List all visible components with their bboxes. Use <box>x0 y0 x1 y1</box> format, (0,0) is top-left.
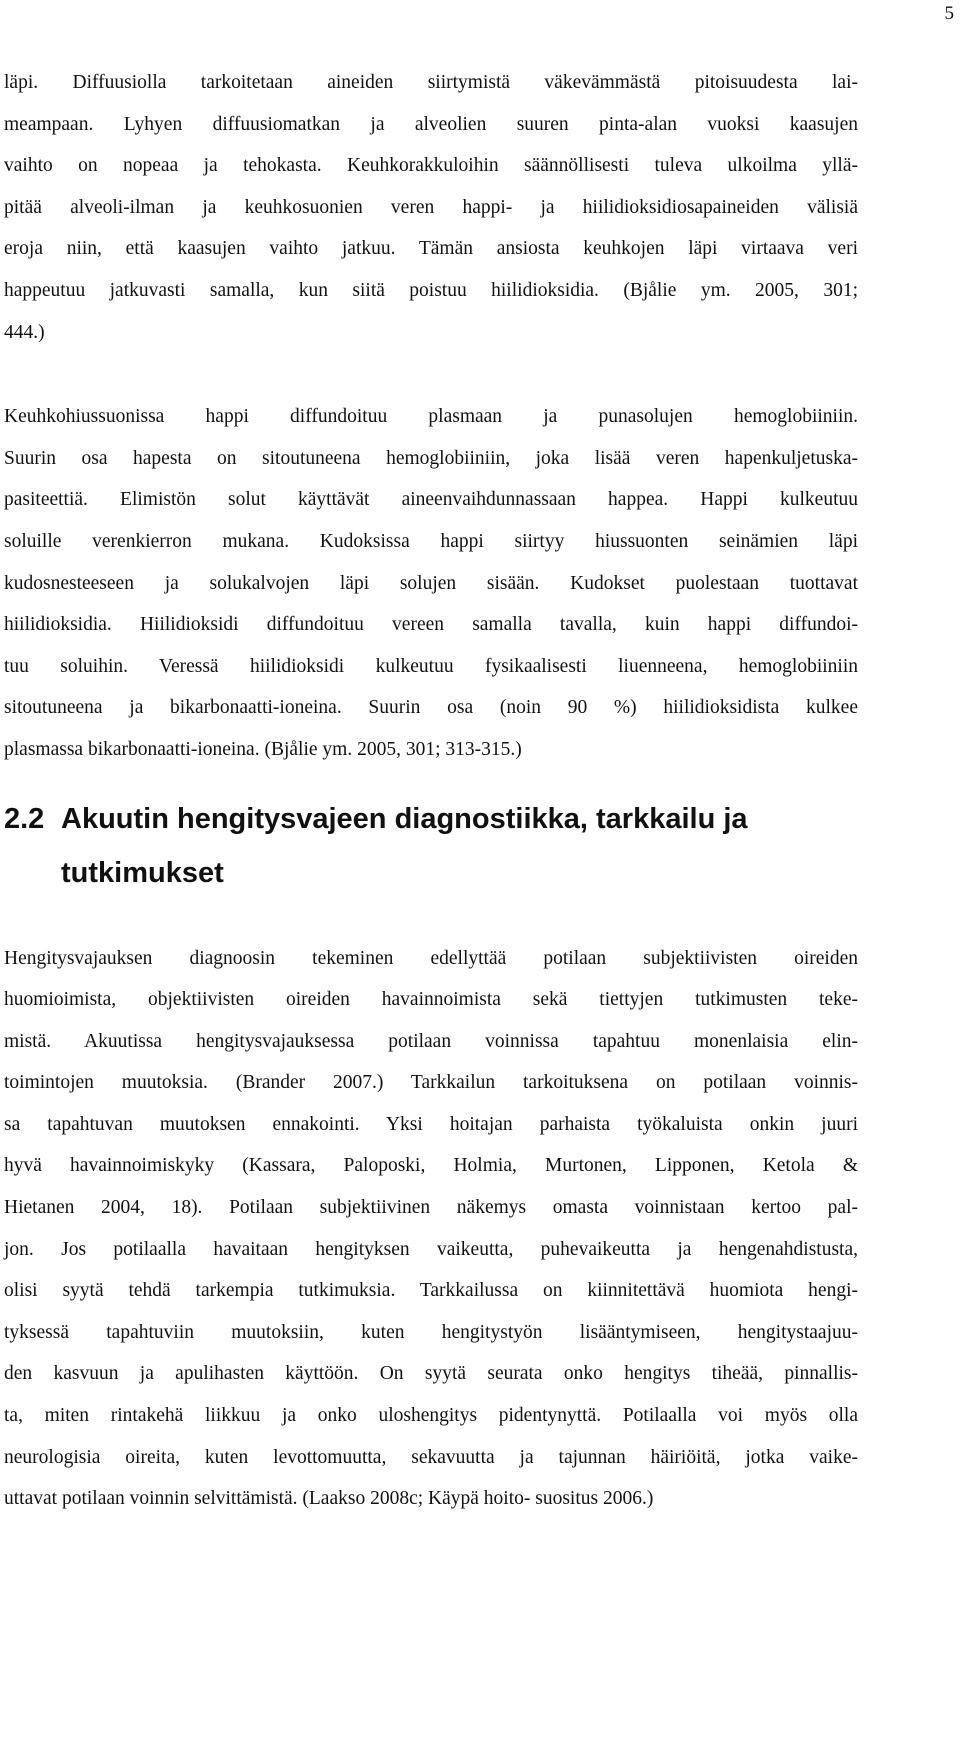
text-line: huomioimista, objektiivisten oireiden havainnoimista sekä tiettyjen tutkimusten teke- <box>4 989 858 1011</box>
text-line: tuu soluihin. Veressä hiilidioksidi kulkeutuu fysikaalisesti liuenneena, hemoglobiiniin <box>4 655 858 677</box>
paragraph-gas-exchange <box>4 62 858 353</box>
text-line: vaihto on nopeaa ja tehokasta. Keuhkorakkuloihin säännöllisesti tuleva ulkoilma yllä- <box>4 155 858 177</box>
section-heading-row <box>4 799 858 839</box>
text-line: mistä. Akuutissa hengitysvajauksessa potilaan voinnissa tapahtuu monenlaisia elin- <box>4 1030 858 1052</box>
text-line: 444.) <box>4 321 45 343</box>
text-line: läpi. Diffuusiolla tarkoitetaan aineiden siirtymistä väkevämmästä pitoisuudesta lai- <box>4 72 858 93</box>
text-line: uttavat potilaan voinnin selvittämistä. (Laakso 2008c; Käypä hoito- suositus 2006.) <box>4 1488 654 1510</box>
text-line: soluille verenkierron mukana. Kudoksissa happi siirtyy hiussuonten seinämien läpi <box>4 530 858 552</box>
text-line: olisi syytä tehdä tarkempia tutkimuksia. Tarkkailussa on kiinnitettävä huomiota hengi- <box>4 1280 858 1302</box>
text-line: toimintojen muutoksia. (Brander 2007.) Tarkkailun tarkoituksena on potilaan voinnis- <box>4 1072 858 1094</box>
text-line: eroja niin, että kaasujen vaihto jatkuu. Tämän ansiosta keuhkojen läpi virtaava veri <box>4 238 858 260</box>
section-heading <box>4 771 858 893</box>
text-line: pasiteettiä. Elimistön solut käyttävät aineenvaihdunnassaan happea. Happi kulkeutuu <box>4 489 858 511</box>
text-line: plasmassa bikarbonaatti-ioneina. (Bjålie ym. 2005, 301; 313-315.) <box>4 738 522 760</box>
text-line: happeutuu jatkuvasti samalla, kun siitä poistuu hiilidioksidia. (Bjålie ym. 2005, 301; <box>4 279 858 301</box>
text-line: pitää alveoli-ilman ja keuhkosuonien veren happi- ja hiilidioksidiosapaineiden välisiä <box>4 196 858 218</box>
page-number: 5 <box>944 3 954 24</box>
text-line: meampaan. Lyhyen diffuusiomatkan ja alveolien suuren pinta-alan vuoksi kaasujen <box>4 113 858 135</box>
text-line: jon. Jos potilaalla havaitaan hengityksen vaikeutta, puhevaikeutta ja hengenahdistusta, <box>4 1238 858 1260</box>
section-title-continued: tutkimukset <box>61 856 224 889</box>
section-number: 2.2 <box>4 802 45 835</box>
paragraph-spacer <box>4 353 858 396</box>
text-line: sitoutuneena ja bikarbonaatti-ioneina. Suurin osa (noin 90 %) hiilidioksidista kulkee <box>4 697 858 719</box>
paragraph-diagnostics <box>4 938 858 1520</box>
text-line: den kasvuun ja apulihasten käyttöön. On syytä seurata onko hengitys tiheää, pinnallis- <box>4 1363 858 1385</box>
text-line: Suurin osa hapesta on sitoutuneena hemoglobiiniin, joka lisää veren hapenkuljetuska- <box>4 447 858 469</box>
text-line: sa tapahtuvan muutoksen ennakointi. Yksi hoitajan parhaista työkaluista onkin juuri <box>4 1113 858 1135</box>
text-line: Hengitysvajauksen diagnoosin tekeminen edellyttää potilaan subjektiivisten oireiden <box>4 947 858 969</box>
text-line: hyvä havainnoimiskyky (Kassara, Paloposki, Holmia, Murtonen, Lipponen, Ketola & <box>4 1155 858 1177</box>
document-body <box>4 62 858 1520</box>
text-line: hiilidioksidia. Hiilidioksidi diffundoituu vereen samalla tavalla, kuin happi diffundoi- <box>4 614 858 636</box>
heading-spacer <box>4 893 858 938</box>
paragraph-oxygen-transport <box>4 396 858 770</box>
text-line: kudosnesteeseen ja solukalvojen läpi solujen sisään. Kudokset puolestaan tuottavat <box>4 572 858 594</box>
text-line: ta, miten rintakehä liikkuu ja onko uloshengitys pidentynyttä. Potilaalla voi myös olla <box>4 1405 858 1427</box>
text-line: Keuhkohiussuonissa happi diffundoituu plasmaan ja punasolujen hemoglobiiniin. <box>4 406 858 428</box>
text-line: neurologisia oireita, kuten levottomuutta, sekavuutta ja tajunnan häiriöitä, jotka vaike- <box>4 1446 858 1468</box>
section-title: Akuutin hengitysvajeen diagnostiikka, tarkkailu ja <box>61 802 748 835</box>
text-line: tyksessä tapahtuviin muutoksiin, kuten hengitystyön lisääntymiseen, hengitystaajuu- <box>4 1321 858 1343</box>
text-line: Hietanen 2004, 18). Potilaan subjektiivinen näkemys omasta voinnistaan kertoo pal- <box>4 1197 858 1219</box>
